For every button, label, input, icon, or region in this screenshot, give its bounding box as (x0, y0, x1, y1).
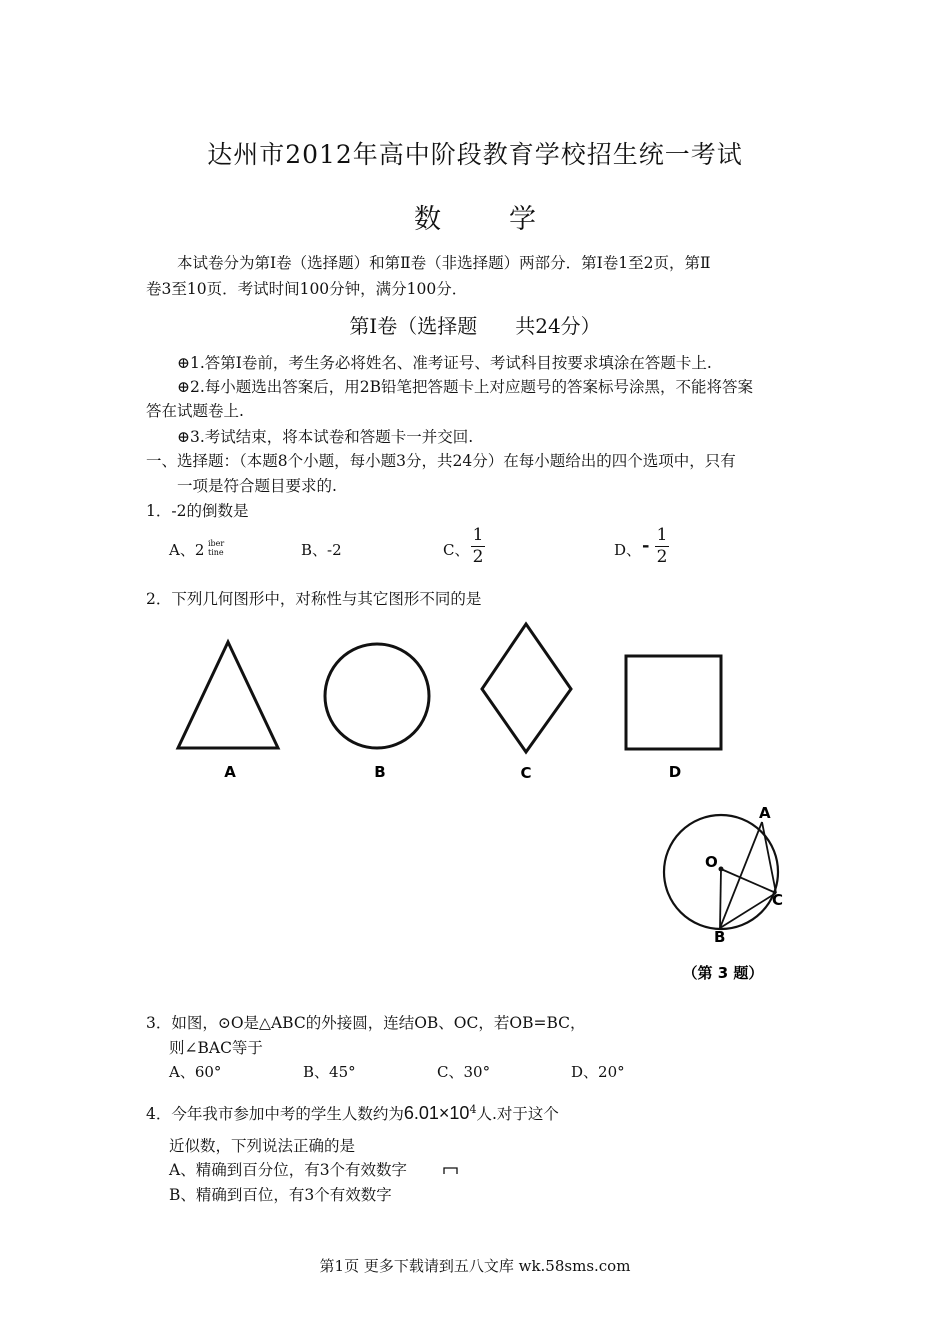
q3-stem-2: 则∠BAC等于 (169, 1039, 263, 1057)
subject-char-2: 学 (509, 204, 536, 235)
segment-ac (762, 822, 776, 893)
segment-ab (720, 822, 762, 928)
q1-option-c: C、 (443, 541, 470, 559)
subject-title (0, 197, 950, 236)
q1-stem: 1．-2的倒数是 (146, 502, 249, 520)
q2-label-b: B (374, 763, 386, 781)
scan-mark-icon (443, 1166, 459, 1176)
point-label-b: B (714, 928, 726, 946)
q4-option-b: B、精确到百位，有3个有效数字 (169, 1186, 392, 1204)
q1-a-artifact-2: tine (208, 548, 224, 557)
q1-a-artifact-1: iber (208, 539, 225, 548)
q2-label-c: C (520, 764, 532, 782)
q4-math-exponent: 4 (469, 1103, 477, 1116)
q1-option-d-fraction: 1 2 (656, 525, 668, 567)
q4-option-a: A、精确到百分位，有3个有效数字 (169, 1161, 408, 1179)
rhombus-shape (482, 624, 571, 752)
q3-stem-1: 3．如图，⊙O是△ABC的外接圆，连结OB、OC，若OB=BC， (146, 1014, 586, 1032)
point-label-a: A (759, 804, 771, 822)
q2-shapes-figure (160, 610, 740, 800)
part1-line-2: 一项是符合题目要求的. (177, 477, 337, 495)
point-label-o: O (705, 853, 718, 871)
q3-option-d: D、20° (571, 1063, 625, 1081)
q1-option-a: A、2 (169, 541, 205, 559)
note-1: ⊕1.答第Ⅰ卷前，考生务必将姓名、准考证号、考试科目按要求填涂在答题卡上. (177, 354, 712, 372)
note-2a: ⊕2.每小题选出答案后，用2B铅笔把答题卡上对应题号的答案标号涂黑，不能将答案 (177, 378, 754, 396)
subject-char-1: 数 (414, 204, 441, 235)
segment-oc (721, 869, 776, 893)
point-label-c: C (772, 891, 784, 909)
q2-stem: 2．下列几何图形中，对称性与其它图形不同的是 (146, 590, 482, 608)
note-2b: 答在试题卷上. (146, 402, 244, 420)
q3-option-b: B、45° (303, 1063, 356, 1081)
segment-ob (720, 869, 721, 928)
triangle-shape (178, 642, 278, 748)
q3-option-c: C、30° (437, 1063, 491, 1081)
q3-figure-caption: （第 3 题） (682, 964, 764, 982)
section-title-main: 第Ⅰ卷（选择题 (349, 314, 478, 338)
intro-line-1: 本试卷分为第Ⅰ卷（选择题）和第Ⅱ卷（非选择题）两部分．第Ⅰ卷1至2页，第Ⅱ (177, 254, 711, 272)
q3-circle-figure (655, 800, 795, 990)
q1-option-d-sign: - (642, 535, 650, 556)
q1-option-b: B、-2 (301, 541, 342, 559)
page-footer: 第1页 更多下载请到五八文库 wk.58sms.com (319, 1257, 631, 1275)
square-shape (626, 656, 721, 749)
exam-title: 达州市2012年高中阶段教育学校招生统一考试 (207, 140, 743, 169)
note-3: ⊕3.考试结束，将本试卷和答题卡一并交回. (177, 428, 474, 446)
part1-line-1: 一、选择题：（本题8个小题，每小题3分，共24分）在每小题给出的四个选项中，只有 (146, 452, 736, 470)
q3-option-a: A、60° (169, 1063, 222, 1081)
q1-option-d: D、 (614, 541, 642, 559)
q1-option-c-fraction: 1 2 (472, 525, 484, 567)
q4-stem-2: 近似数，下列说法正确的是 (169, 1137, 356, 1155)
q4-stem-1: 4．今年我市参加中考的学生人数约为$6.01\times 10^4$人.对于这个 (146, 1103, 559, 1124)
q2-label-a: A (224, 763, 236, 781)
center-point (719, 867, 724, 872)
intro-line-2: 卷3至10页．考试时间100分钟，满分100分． (146, 280, 468, 298)
section-title (0, 310, 950, 339)
section-title-points: 共24分） (515, 314, 601, 338)
q2-label-d: D (668, 763, 682, 781)
q4-math-base: 6.01×10 (403, 1103, 470, 1124)
circle-shape (325, 644, 429, 748)
